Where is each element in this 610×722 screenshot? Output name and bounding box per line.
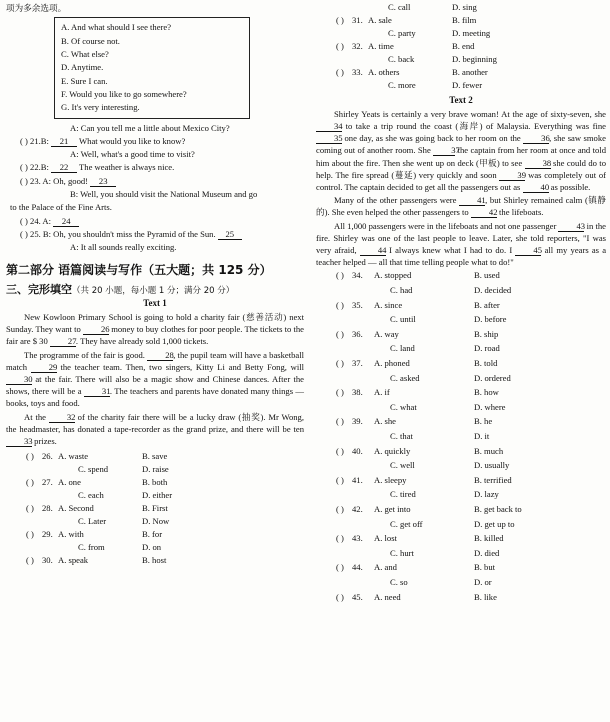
question-row[interactable] — [316, 416, 606, 431]
passage-text: New Kowloon Primary School is going to hold a charity fair (慈善活动) next Sunday. They want to — [6, 312, 304, 335]
question-row-cd — [316, 54, 606, 67]
answer-blank[interactable]: 38 — [525, 159, 551, 169]
text2-questions — [316, 270, 606, 606]
option-a: A. sleepy — [374, 474, 407, 485]
question-row[interactable] — [6, 529, 304, 542]
part3-heading — [6, 283, 304, 296]
option-c: C. that — [390, 430, 413, 441]
question-number: 39. — [352, 416, 363, 427]
left-column — [6, 0, 304, 722]
answer-blank[interactable]: 45 — [515, 246, 541, 256]
question-number: 40. — [352, 445, 363, 456]
dialogue-prefix: ( ) 25. B: Oh, you shouldn't miss the Pyramid of the Sun. — [20, 229, 216, 239]
question-row[interactable] — [316, 504, 606, 519]
part3-note: （共 20 小题，每小题 1 分；满分 20 分） — [72, 286, 235, 297]
text1-paragraph — [6, 311, 304, 348]
passage-text: , but Shirley remained calm (镇静的). She even helped the other passengers to — [316, 195, 606, 218]
dialogue-line: to the Palace of the Fine Arts. — [10, 202, 112, 213]
question-number: 29. — [42, 529, 53, 540]
question-row[interactable] — [6, 451, 304, 464]
option-d: D. road — [474, 343, 500, 354]
dialogue-line — [6, 215, 304, 228]
question-row-cd — [6, 464, 304, 477]
option-c: C. call — [388, 2, 411, 12]
option-b: B. save — [142, 451, 168, 462]
text2-paragraph — [316, 194, 606, 218]
text2-title: Text 2 — [449, 95, 473, 105]
question-row-cd — [316, 28, 606, 41]
question-number: 34. — [352, 270, 363, 281]
question-row[interactable] — [6, 555, 304, 568]
option-b: B. how — [474, 387, 499, 398]
question-row-cd — [6, 516, 304, 529]
answer-paren[interactable]: ( ) — [336, 416, 344, 427]
option-c: C. until — [390, 314, 416, 325]
question-row[interactable] — [316, 387, 606, 402]
option-b: B. First — [142, 503, 168, 514]
box-option: F. Would you like to go somewhere? — [61, 88, 187, 99]
text1-questions — [6, 451, 304, 568]
option-b: B. told — [474, 358, 498, 368]
answer-paren[interactable]: ( ) — [336, 591, 344, 602]
option-a: A. she — [374, 416, 396, 427]
question-number: 28. — [42, 503, 53, 514]
answer-blank[interactable]: 31 — [84, 387, 110, 397]
answer-paren[interactable]: ( ) — [336, 533, 344, 544]
option-c: C. so — [390, 576, 408, 587]
answer-paren[interactable]: ( ) — [26, 503, 34, 514]
text2-paragraph — [316, 220, 606, 269]
dialogue-line — [6, 161, 304, 174]
question-row-cd — [316, 2, 606, 15]
option-b: B. another — [452, 67, 488, 77]
dialogue-prefix: ( ) 21.B: — [20, 135, 49, 146]
question-row[interactable] — [316, 562, 606, 577]
option-a: A. time — [368, 41, 394, 51]
answer-blank[interactable]: 39 — [499, 171, 525, 181]
answer-blank[interactable]: 28 — [147, 351, 173, 361]
question-row[interactable] — [316, 475, 606, 490]
question-row-cd — [316, 373, 606, 388]
passage-text: , the pupil team will have a basketball match — [6, 349, 304, 372]
option-b: B. get back to — [474, 503, 522, 514]
passage-text: in the fire. Shirley was one of the last people to leave. Later, she told reporters, "I was very afraid, — [316, 220, 607, 256]
option-b: B. killed — [474, 533, 504, 544]
passage-text: to take a trip round the coast (海岸) of Malaysia. Everything was fine — [345, 121, 606, 131]
option-d: D. usually — [474, 460, 510, 471]
passage-text: All 1,000 passengers were in the lifeboats and not one passenger — [334, 220, 557, 231]
passage-text: she could do to help. The fire spread (蔓延) very quickly and soon — [316, 157, 606, 180]
dialogue-line — [6, 135, 304, 148]
option-d: D. ordered — [474, 372, 511, 383]
answer-blank[interactable]: 27 — [50, 337, 76, 347]
option-c: C. well — [390, 460, 415, 471]
answer-paren[interactable]: ( ) — [336, 358, 344, 368]
question-number: 45. — [352, 591, 363, 602]
answer-blank[interactable]: 44 — [360, 246, 386, 256]
dialogue-line: A: Can you tell me a little about Mexico City? — [70, 122, 230, 133]
answer-paren[interactable]: ( ) — [336, 445, 344, 456]
option-d: D. lazy — [474, 489, 499, 500]
option-d: D. where — [474, 401, 506, 412]
answer-blank[interactable]: 21 — [51, 137, 77, 147]
answer-blank[interactable]: 42 — [471, 208, 497, 218]
answer-blank[interactable]: 24 — [53, 217, 79, 227]
answer-paren[interactable]: ( ) — [336, 562, 344, 573]
text1-paragraph — [6, 411, 304, 448]
answer-blank[interactable]: 22 — [51, 163, 77, 173]
dialogue-line: A: It all sounds really exciting. — [70, 242, 177, 253]
option-d: D. meeting — [452, 28, 491, 38]
question-number: 26. — [42, 451, 53, 462]
option-b: B. both — [142, 477, 168, 488]
question-row-cd — [316, 80, 606, 93]
answer-blank[interactable]: 41 — [459, 196, 485, 206]
options-box — [54, 17, 250, 118]
option-d: D. either — [142, 490, 173, 501]
question-number: 33. — [352, 67, 363, 77]
passage-text: . They have already sold 1,000 tickets. — [75, 336, 209, 347]
question-row[interactable] — [6, 503, 304, 516]
passage-text: Shirley Yeats is certainly a very brave woman! At the age of sixty-seven, she — [334, 108, 606, 119]
dialogue-line: B: Well, you should visit the National Museum and go — [70, 189, 258, 200]
question-row[interactable] — [316, 358, 606, 373]
option-d: D. on — [142, 542, 162, 553]
dialogue-line — [6, 228, 304, 241]
question-row[interactable] — [6, 477, 304, 490]
question-row-cd — [316, 343, 606, 358]
passage-text: At the — [24, 411, 46, 422]
dialogue-line — [6, 175, 304, 188]
answer-paren[interactable]: ( ) — [26, 555, 34, 566]
option-b: B. ship — [474, 328, 499, 339]
answer-blank[interactable]: 29 — [31, 363, 57, 373]
question-number: 32. — [352, 41, 363, 51]
text2-paragraph — [316, 108, 606, 193]
text1-paragraph — [6, 349, 304, 410]
option-b: B. much — [474, 445, 504, 456]
option-a: A. phoned — [374, 358, 410, 368]
text1-title: Text 1 — [143, 298, 167, 309]
option-c: C. Later — [78, 516, 107, 527]
option-a: A. waste — [58, 451, 89, 462]
question-row[interactable] — [316, 533, 606, 548]
passage-text: one day, as she was going back to her room on the — [344, 133, 521, 144]
question-row[interactable] — [316, 67, 606, 80]
option-c: C. more — [388, 80, 416, 90]
passage-text: at the fair. There will also be a magic show and Chinese dances. After the shows, there will be a — [6, 374, 304, 397]
answer-blank[interactable]: 23 — [90, 177, 116, 187]
option-c: C. each — [78, 490, 104, 501]
question-row-cd — [316, 314, 606, 329]
option-a: A. lost — [374, 533, 397, 544]
answer-blank[interactable]: 40 — [523, 183, 549, 193]
dialogue-line: A: Well, what's a good time to visit? — [70, 149, 195, 160]
answer-blank[interactable]: 25 — [218, 230, 242, 240]
question-row-cd — [316, 489, 606, 504]
option-b: B. but — [474, 562, 496, 573]
option-c: C. back — [388, 54, 415, 64]
option-d: D. raise — [142, 464, 169, 475]
option-a: A. since — [374, 299, 403, 310]
answer-paren[interactable]: ( ) — [336, 299, 344, 310]
answer-blank[interactable]: 32 — [49, 413, 75, 423]
box-option: E. Sure I can. — [61, 75, 108, 86]
option-c: C. from — [78, 542, 105, 553]
answer-blank[interactable]: 33 — [6, 437, 32, 447]
option-c: C. had — [390, 285, 413, 296]
question-number: 38. — [352, 387, 363, 398]
box-option: C. What else? — [61, 48, 109, 59]
box-option: G. It's very interesting. — [61, 102, 140, 113]
option-c: C. tired — [390, 489, 416, 500]
question-row[interactable] — [316, 15, 606, 28]
answer-blank[interactable]: 26 — [83, 325, 109, 335]
question-row-cd — [316, 285, 606, 300]
answer-paren[interactable]: ( ) — [336, 270, 344, 281]
answer-blank[interactable]: 35 — [316, 134, 342, 144]
answer-blank[interactable]: 30 — [6, 375, 32, 385]
answer-paren[interactable]: ( ) — [336, 67, 344, 77]
passage-text: I always knew what I had to do. I — [389, 245, 513, 256]
option-c: C. what — [390, 401, 417, 412]
option-d: D. decided — [474, 285, 512, 296]
option-a: A. one — [58, 477, 81, 488]
option-d: D. get up to — [474, 518, 515, 529]
passage-text: the captain from her room at once and told him about the fire. Then she went up on deck (甲板) to see — [316, 145, 606, 168]
question-number: 27. — [42, 477, 53, 488]
option-c: C. land — [390, 343, 415, 354]
dialogue-prefix: ( ) 23. A: Oh, good! — [20, 175, 89, 186]
question-number: 37. — [352, 358, 363, 368]
passage-text: Many of the other passengers were — [334, 195, 457, 206]
option-b: B. for — [142, 529, 163, 540]
option-d: D. fewer — [452, 80, 483, 90]
dialogue-text: What would you like to know? — [79, 135, 186, 146]
option-c: C. asked — [390, 372, 420, 383]
question-row[interactable] — [316, 446, 606, 461]
option-a: A. get into — [374, 503, 411, 514]
option-a: A. sale — [368, 15, 392, 25]
passage-text: as possible. — [550, 182, 591, 193]
question-number: 31. — [352, 15, 363, 25]
question-number: 30. — [42, 555, 53, 566]
answer-paren[interactable]: ( ) — [26, 477, 34, 488]
option-d: D. or — [474, 576, 492, 587]
option-b: B. film — [452, 15, 477, 25]
part2-heading: 第二部分 语篇阅读与写作（五大题；共 125 分） — [6, 262, 272, 277]
option-a: A. stopped — [374, 270, 412, 281]
option-a: A. with — [58, 529, 84, 540]
question-row[interactable] — [316, 300, 606, 315]
option-c: C. hurt — [390, 547, 414, 558]
question-row-cd — [6, 490, 304, 503]
passage-text: the teacher team. Then, two singers, Kitty Li and Betty Fong, will — [60, 361, 304, 372]
option-a: A. Second — [58, 503, 94, 514]
question-row[interactable] — [316, 270, 606, 285]
answer-paren[interactable]: ( ) — [336, 387, 344, 398]
option-a: A. if — [374, 387, 390, 398]
box-option: D. Anytime. — [61, 62, 104, 73]
answer-blank[interactable]: 36 — [523, 134, 549, 144]
option-b: B. he — [474, 416, 493, 427]
answer-paren[interactable]: ( ) — [336, 15, 344, 25]
option-d: D. before — [474, 314, 507, 325]
passage-text: . The teachers and parents have donated many things — books, toys and food. — [6, 386, 304, 409]
question-row-cd — [316, 548, 606, 563]
question-row-cd — [316, 577, 606, 592]
question-row-cd — [6, 542, 304, 555]
answer-paren[interactable]: ( ) — [26, 529, 34, 540]
option-c: C. get off — [390, 518, 423, 529]
passage-text: the lifeboats. — [499, 207, 544, 218]
answer-blank[interactable]: 34 — [316, 122, 342, 132]
option-a: A. quickly — [374, 445, 411, 456]
option-b: B. after — [474, 299, 500, 310]
option-d: D. it — [474, 430, 490, 441]
question-row-cd — [316, 431, 606, 446]
passage-text: all my years as a teacher helped — all that time telling people what to do!" — [316, 245, 607, 268]
option-a: A. need — [374, 591, 401, 602]
option-c: C. party — [388, 28, 416, 38]
question-number: 41. — [352, 474, 363, 485]
dialogue-prefix: ( ) 22.B: — [20, 162, 49, 173]
answer-paren[interactable]: ( ) — [26, 451, 34, 462]
answer-paren[interactable]: ( ) — [336, 328, 344, 339]
dialogue-text: The weather is always nice. — [79, 162, 175, 173]
question-row[interactable] — [316, 41, 606, 54]
question-row-cd — [316, 519, 606, 534]
answer-paren[interactable]: ( ) — [336, 474, 344, 485]
question-row-cd — [316, 460, 606, 475]
box-option: B. Of course not. — [61, 35, 120, 46]
option-a: A. way — [374, 328, 399, 339]
passage-text: money to buy clothes for poor people. The tickets to the fair are $ 30 — [6, 324, 304, 347]
option-a: A. speak — [58, 555, 89, 566]
option-c: C. spend — [78, 464, 109, 475]
passage-text: prizes. — [34, 436, 57, 447]
question-number: 42. — [352, 503, 363, 514]
option-d: D. beginning — [452, 54, 497, 64]
question-row[interactable] — [316, 329, 606, 344]
answer-blank[interactable]: 43 — [558, 222, 584, 232]
option-b: B. host — [142, 555, 167, 566]
passage-text: was completely out of control. The captain decided to get all the passengers out as — [316, 169, 606, 193]
dialogue — [6, 122, 304, 255]
question-number: 44. — [352, 562, 363, 573]
right-column — [316, 0, 606, 722]
option-b: B. used — [474, 270, 500, 281]
question-number: 43. — [352, 533, 363, 544]
option-b: B. terrified — [474, 474, 512, 485]
option-b: B. end — [452, 41, 475, 51]
question-number: 35. — [352, 299, 363, 310]
answer-blank[interactable]: 37 — [433, 146, 455, 156]
passage-text: of the charity fair there will be a lucky draw (抽奖). Mr Wong, the headmaster, has donated a tape-recorder as the grand prize, and there will be ten — [6, 411, 305, 434]
intro-text: 项为多余选项。 — [6, 3, 67, 13]
passage-text: The programme of the fair is good. — [24, 349, 145, 360]
passage-text: , she saw smoke coming out of another room. She — [316, 133, 606, 156]
dialogue-prefix: ( ) 24. A: — [20, 215, 52, 226]
answer-paren[interactable]: ( ) — [336, 503, 344, 514]
part3-title: 三、完形填空 — [6, 283, 72, 297]
option-a: A. and — [374, 562, 397, 573]
option-d: D. died — [474, 547, 500, 558]
text1-questions-continued — [316, 2, 606, 93]
option-d: D. sing — [452, 2, 477, 12]
question-row[interactable] — [316, 592, 606, 607]
answer-paren[interactable]: ( ) — [336, 41, 344, 51]
question-number: 36. — [352, 328, 363, 339]
question-row-cd — [316, 402, 606, 417]
option-b: B. like — [474, 591, 497, 602]
option-d: D. Now — [142, 516, 170, 527]
option-a: A. others — [368, 67, 400, 77]
box-option: A. And what should I see there? — [61, 22, 172, 33]
